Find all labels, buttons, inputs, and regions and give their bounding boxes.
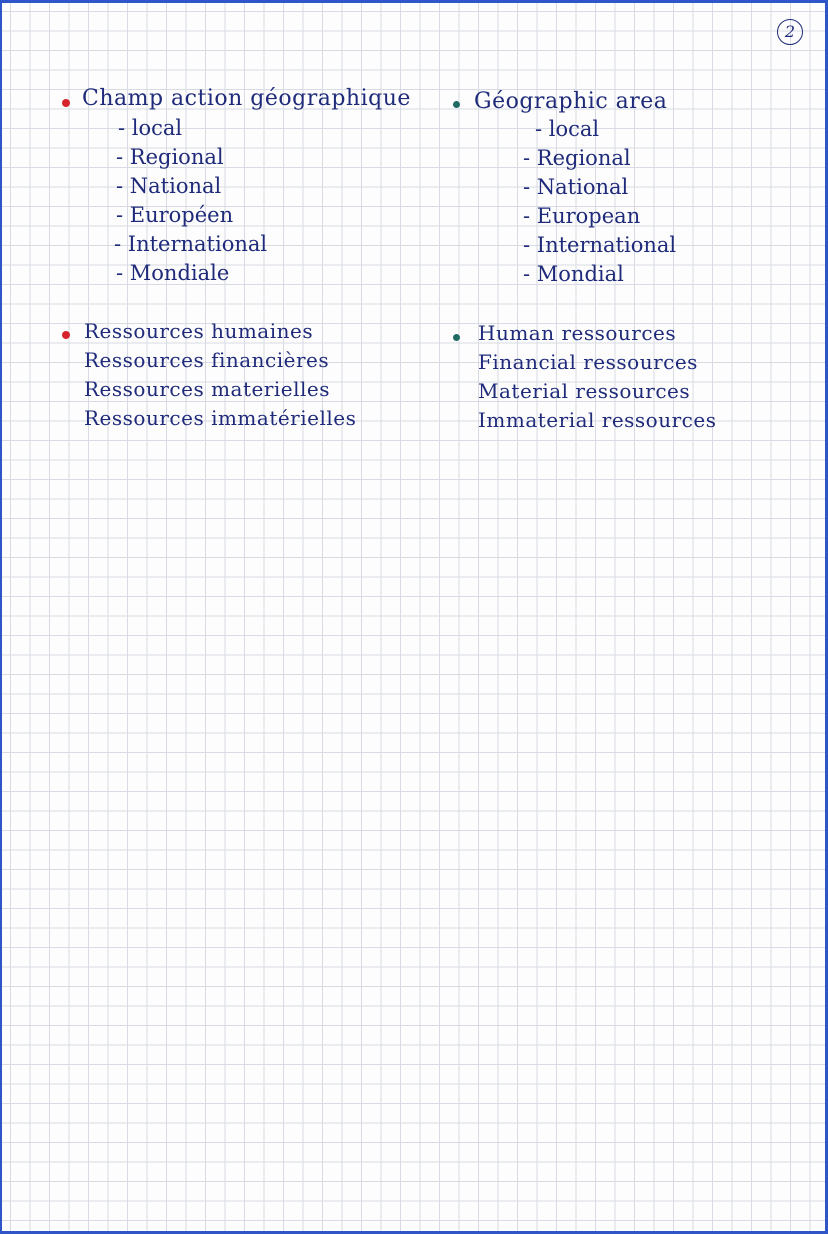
left-resource-item: Ressources materielles xyxy=(84,377,331,401)
right-resource-item: Human ressources xyxy=(478,321,677,345)
left-geo-item: - National xyxy=(116,174,222,198)
right-geo-heading: Géographic area xyxy=(474,89,668,114)
left-geo-item: - International xyxy=(114,232,268,256)
right-resource-item: Financial ressources xyxy=(478,350,698,374)
left-resource-item: Ressources immatérielles xyxy=(84,406,357,430)
right-resource-item: Immaterial ressources xyxy=(478,408,717,432)
page-number: 2 xyxy=(777,19,803,45)
right-resource-item: Material ressources xyxy=(478,379,691,403)
left-geo-item: - Mondiale xyxy=(116,261,230,285)
bullet-teal-icon xyxy=(453,334,460,341)
bullet-red-icon xyxy=(62,331,70,339)
right-geo-item: - local xyxy=(535,117,600,141)
left-resource-item: Ressources humaines xyxy=(84,319,314,343)
right-geo-item: - International xyxy=(523,233,677,257)
right-geo-item: - Regional xyxy=(523,146,631,170)
right-geo-item: - Mondial xyxy=(523,262,624,286)
bullet-teal-icon xyxy=(453,101,460,108)
right-geo-item: - European xyxy=(523,204,641,228)
left-geo-heading: Champ action géographique xyxy=(82,86,411,111)
right-geo-item: - National xyxy=(523,175,629,199)
left-geo-item: - Regional xyxy=(116,145,224,169)
left-geo-item: - Européen xyxy=(116,203,234,227)
left-resource-item: Ressources financières xyxy=(84,348,330,372)
left-geo-item: - local xyxy=(118,116,183,140)
bullet-red-icon xyxy=(62,99,70,107)
